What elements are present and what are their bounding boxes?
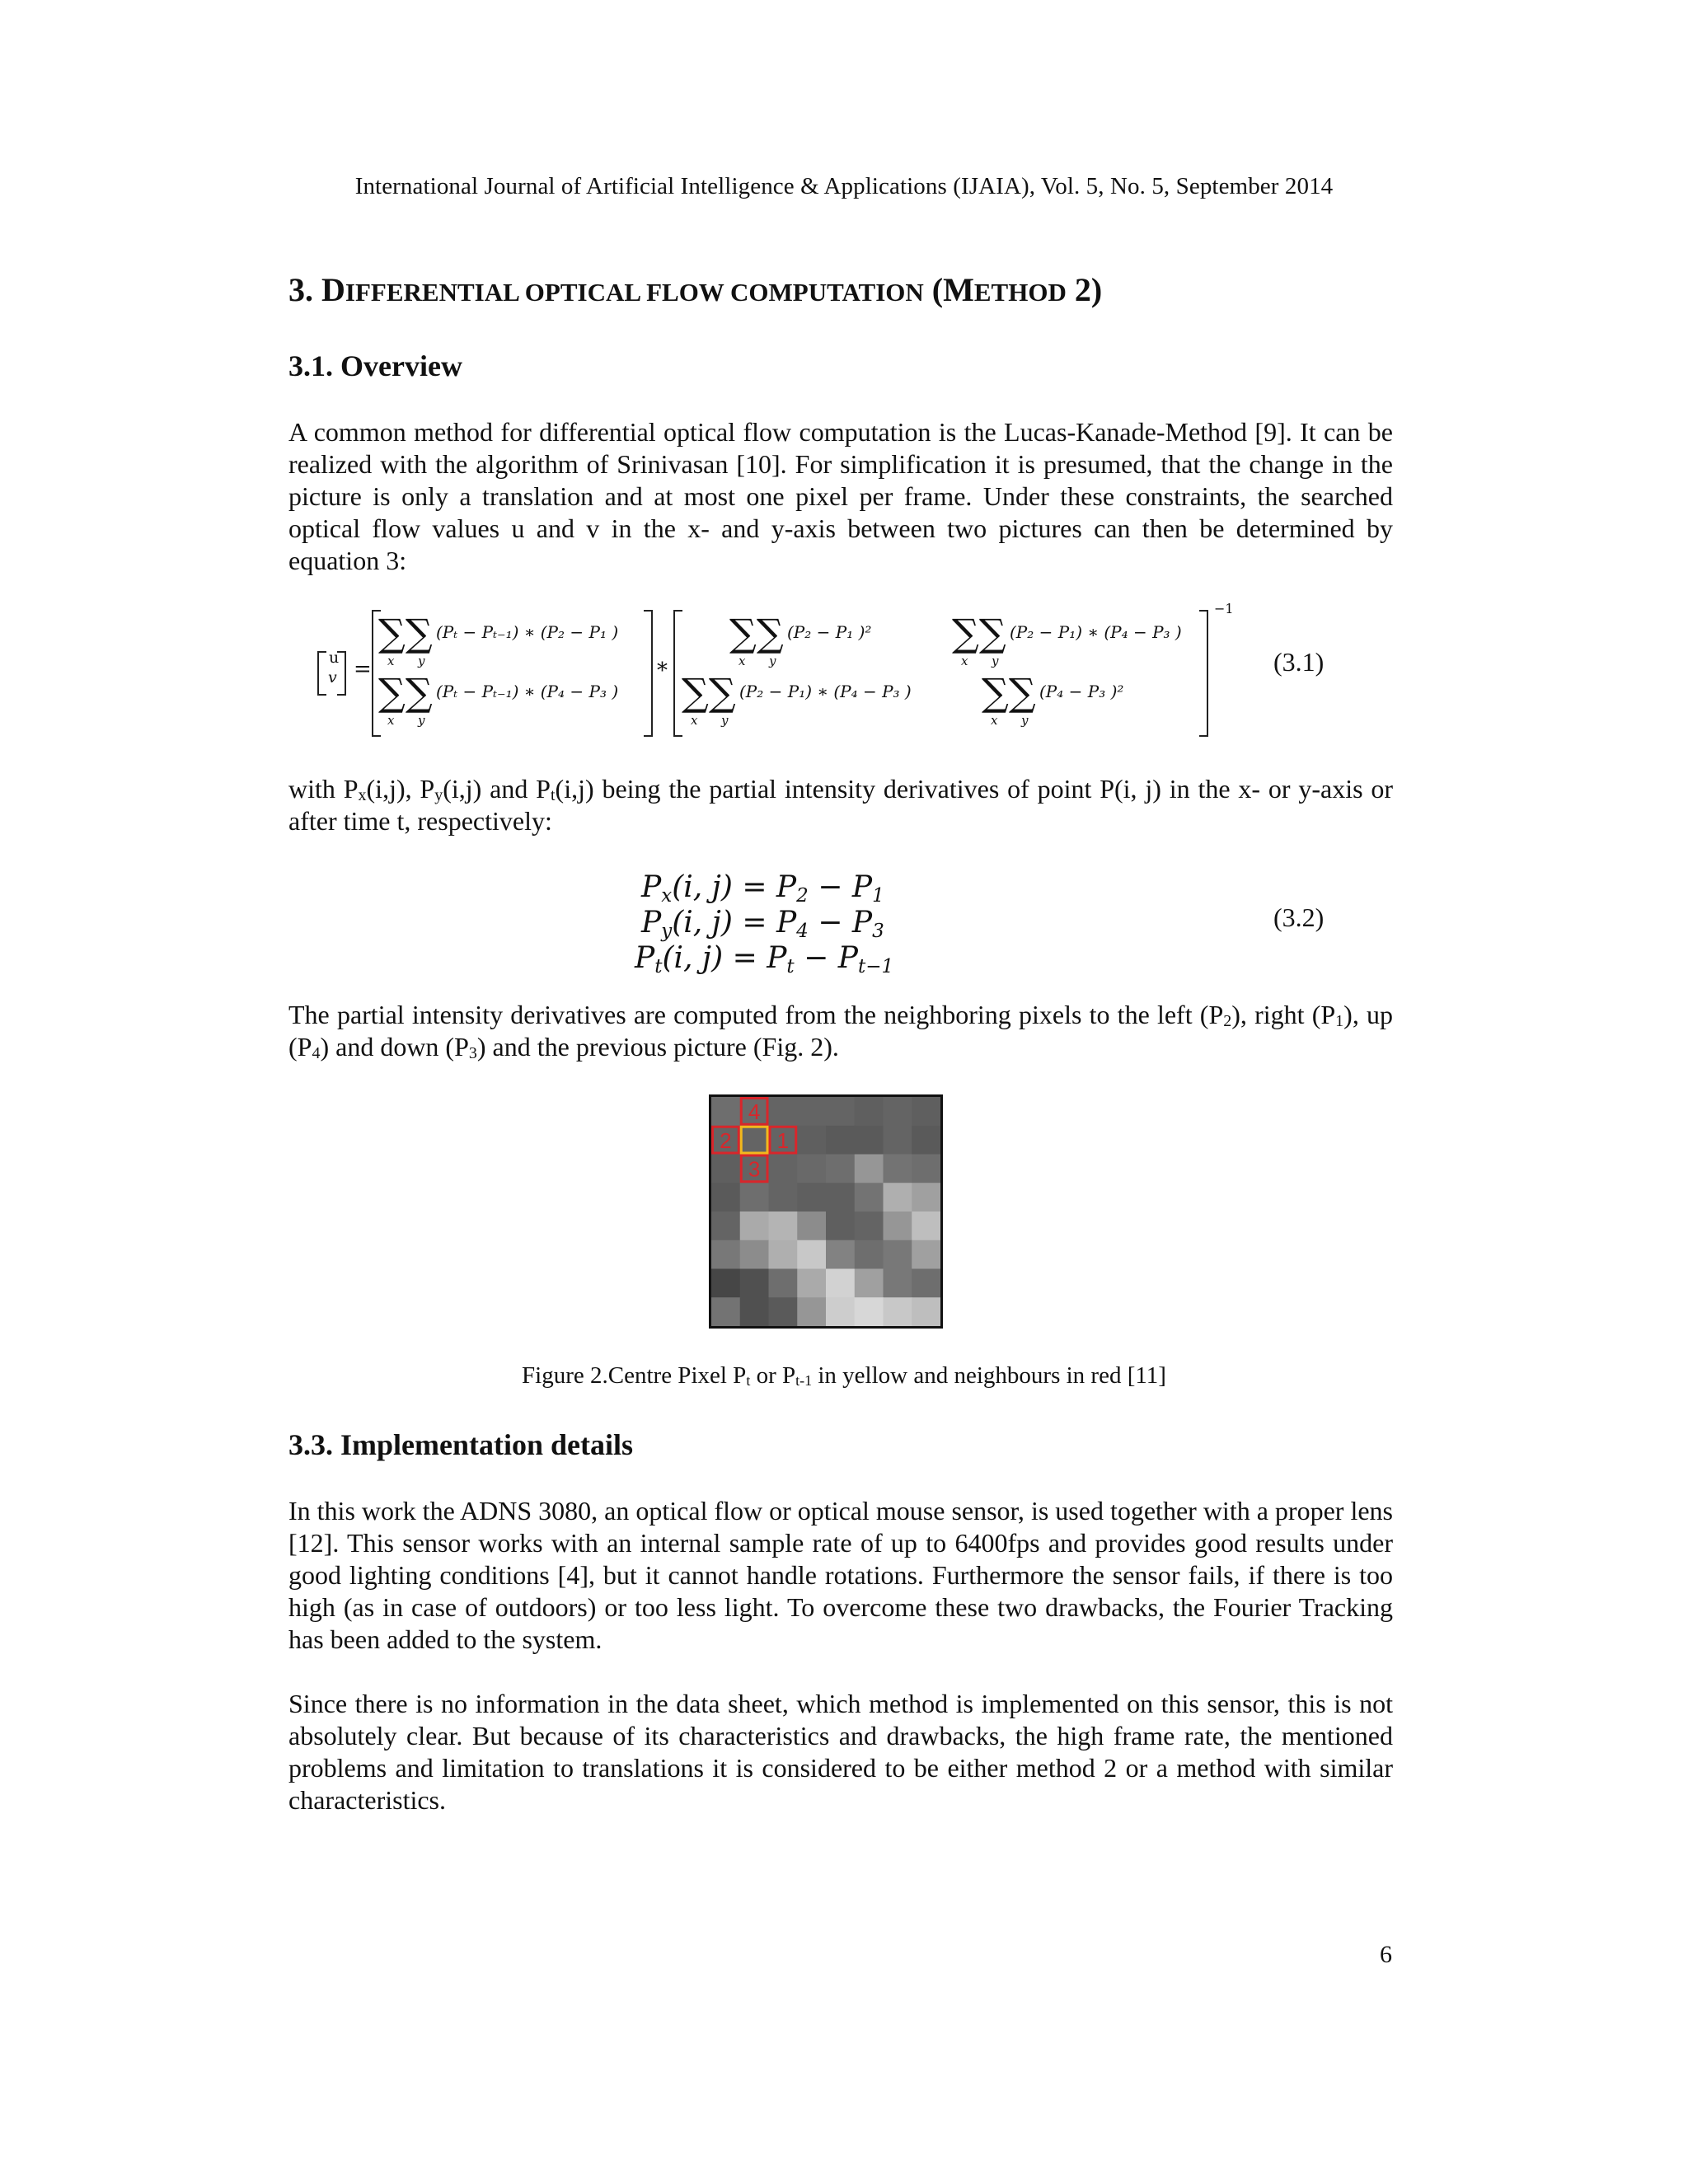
pixel-cell	[826, 1183, 855, 1212]
paragraph-neighbours: The partial intensity derivatives are computed from the neighboring pixels to the left $(P_2)$, right $(P_1)$, up $(P_4)$ and down $(P_3)$ and the previous picture (Fig. 2).	[288, 1000, 1393, 1062]
pixel-cell	[797, 1212, 826, 1240]
pixel-cell	[855, 1212, 884, 1240]
subsection-overview: 3.1. Overview	[288, 349, 462, 382]
pixel-cell	[797, 1126, 826, 1155]
pixel-cell	[912, 1097, 940, 1126]
pixel-cell	[884, 1212, 912, 1240]
pixel-cell	[797, 1097, 826, 1126]
pixel-cell	[855, 1297, 884, 1326]
equation-number-3-2: (3.2)	[1273, 902, 1325, 932]
neighbour-label: 4	[748, 1099, 761, 1125]
pixel-cell	[826, 1126, 855, 1155]
pixel-cell	[884, 1097, 912, 1126]
pixel-cell	[740, 1240, 769, 1269]
figure-pixel-grid	[709, 1094, 943, 1329]
pixel-cell	[711, 1269, 740, 1298]
pixel-cell	[912, 1155, 940, 1183]
pixel-cell	[912, 1126, 940, 1155]
pixel-cell	[826, 1212, 855, 1240]
pixel-cell	[769, 1097, 798, 1126]
pixel-cell	[912, 1212, 940, 1240]
neighbour-label: 3	[748, 1156, 761, 1182]
pixel-cell	[912, 1240, 940, 1269]
paragraph-derivatives: with $P_x(i,j)$, $P_y(i,j)$ and $P_t(i,j)$ being the partial intensity derivatives of point P(i, j) in the x- or y-axis or after time t, respectively:	[288, 774, 1394, 836]
pixel-cell	[826, 1155, 855, 1183]
section-title: 3. DIFFERENTIAL OPTICAL FLOW COMPUTATION (METHOD 2)	[288, 271, 1103, 308]
pixel-cell	[740, 1183, 769, 1212]
pixel-cell	[740, 1297, 769, 1326]
pixel-cell	[884, 1297, 912, 1326]
subsection-implementation: 3.3. Implementation details	[288, 1428, 633, 1461]
pixel-cell	[855, 1126, 884, 1155]
equation-line: $P_y(i$, $j) = P_4 - P_3$	[641, 906, 884, 942]
pixel-cell	[884, 1126, 912, 1155]
pixel-cell	[826, 1297, 855, 1326]
pixel-cell	[884, 1155, 912, 1183]
pixel-cell	[797, 1269, 826, 1298]
equation-line: $P_x(i$, $j) = P_2 - P_1$	[641, 870, 884, 907]
neighbour-label: 2	[720, 1127, 732, 1153]
pixel-cell	[855, 1183, 884, 1212]
section-number: 3.	[288, 271, 313, 308]
pixel-cell	[797, 1183, 826, 1212]
pixel-cell	[884, 1269, 912, 1298]
pixel-cell	[855, 1240, 884, 1269]
pixel-grid-svg	[711, 1097, 940, 1326]
pixel-cell	[769, 1240, 798, 1269]
paragraph-intro: A common method for differential optical flow computation is the Lucas-Kanade-Method [9]. It can be realized with the algorithm of Srinivasan [10]. For simplification it is presumed, that the change in the picture is only a translation and at most one pixel per frame. Under these constraints, the searched optical flow values u and v in the x- and y-axis between two pictures can then be determined by equation 3:	[288, 417, 1393, 575]
page-number: 6	[1380, 1941, 1392, 1968]
pixel-cell	[884, 1183, 912, 1212]
pixel-cell	[797, 1297, 826, 1326]
pixel-cell	[826, 1097, 855, 1126]
pixel-cell	[826, 1240, 855, 1269]
equation-line: $P_t(i$, $j) = P_t - P_{t-1}$	[635, 941, 894, 977]
pixel-cell	[740, 1126, 769, 1155]
pixel-cell	[769, 1212, 798, 1240]
pixel-cell	[711, 1183, 740, 1212]
neighbour-label: 1	[776, 1127, 790, 1153]
pixel-cell	[912, 1297, 940, 1326]
pixel-cell	[797, 1155, 826, 1183]
paragraph-method: Since there is no information in the data sheet, which method is implemented on this sensor, this is not absolutely clear. But because of its characteristics and drawbacks, the high frame rate, the mentioned problems and limitation to translations it is considered to be either method 2 or a method with similar characteristics.	[288, 1689, 1393, 1815]
pixel-cell	[711, 1240, 740, 1269]
pixel-cell	[740, 1212, 769, 1240]
pixel-cell	[797, 1240, 826, 1269]
figure-caption: Figure 2.Centre Pixel $P_t$ or $P_{t-1}$ in yellow and neighbours in red [11]	[522, 1362, 1166, 1389]
pixel-cell	[826, 1269, 855, 1298]
pixel-cell	[769, 1297, 798, 1326]
pixel-cell	[711, 1212, 740, 1240]
running-header: International Journal of Artificial Intelligence & Applications (IJAIA), Vol. 5, No. 5, September 2014	[354, 173, 1334, 199]
pixel-cell	[884, 1240, 912, 1269]
pixel-cell	[711, 1297, 740, 1326]
pixel-cell	[855, 1097, 884, 1126]
pixel-cell	[912, 1183, 940, 1212]
paragraph-implementation: In this work the ADNS 3080, an optical flow or optical mouse sensor, is used together with a proper lens [12]. This sensor works with an internal sample rate of up to 6400fps and provides good results under good lighting conditions [4], but it cannot handle rotations. Furthermore the sensor fails, if there is too high (as in case of outdoors) or too less light. To overcome these two drawbacks, the Fourier Tracking has been added to the system.	[288, 1496, 1393, 1654]
pixel-cell	[740, 1269, 769, 1298]
pixel-cell	[855, 1155, 884, 1183]
equation-3-1: u v = ∑∑ x y (Pₜ − Pₜ₋₁) ∗ (P₂ − P₁ ) ∑∑ x y (Pₜ − Pₜ₋₁) ∗ (P₄ − P₃ ) * ∑∑ x y (P₂ − P₁ )² ∑∑ x y (P₂ − P₁) ∗ (P₄ − P₃ ) ∑∑ x y (P₂ − P₁) ∗ (P₄ − P₃ ) ∑∑ x y (P₄ − P₃ )² −1	[317, 606, 1257, 738]
equation-number-3-1: (3.1)	[1273, 647, 1325, 677]
pixel-cell	[769, 1269, 798, 1298]
pixel-cell	[912, 1269, 940, 1298]
pixel-cell	[855, 1269, 884, 1298]
pixel-cell	[711, 1155, 740, 1183]
pixel-cell	[711, 1097, 740, 1126]
pixel-cell	[769, 1183, 798, 1212]
equation-3-2	[635, 869, 893, 976]
pixel-cell	[769, 1155, 798, 1183]
